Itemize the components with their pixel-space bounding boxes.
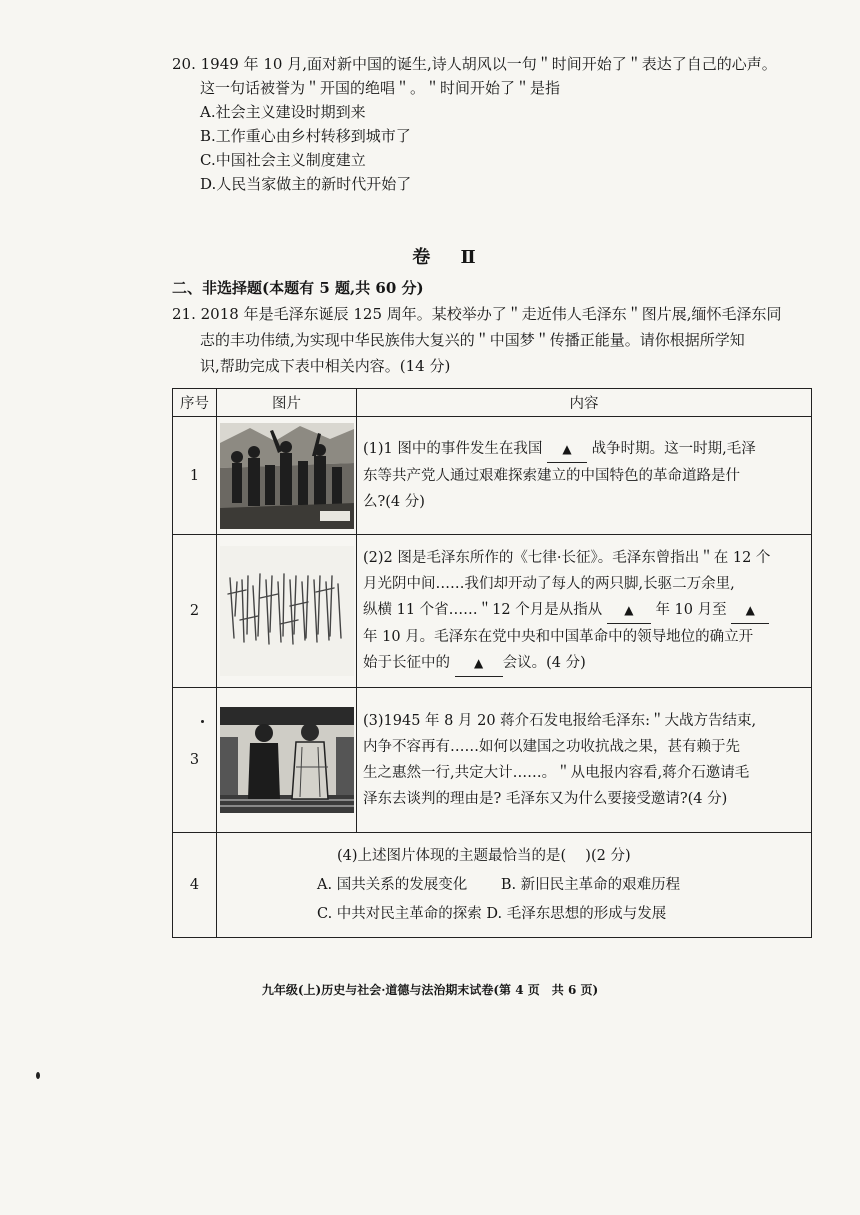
q21-2-text-b: 年 10 月至 (655, 602, 727, 618)
q21-1-text-b: 战争时期。这一时期,毛泽 (591, 441, 756, 457)
choice-a: A. 国共关系的发展变化 (317, 876, 468, 893)
blank-triangle-icon: ▲ (624, 603, 634, 617)
blank-triangle-icon: ▲ (745, 603, 755, 617)
q20-option-d: D.人民当家做主的新时代开始了 (200, 175, 412, 193)
row-number: 1 (173, 417, 217, 535)
header-picture: 图片 (217, 389, 357, 417)
header-number: 序号 (173, 389, 217, 417)
choice-b: B. 新旧民主革命的艰难历程 (500, 876, 681, 893)
q21-2-line2: 月光阴中间……我们却开动了每人的两只脚,长驱二万余里, (363, 576, 735, 592)
q21-line3: 识,帮助完成下表中相关内容。(14 分) (200, 357, 451, 375)
q21-2-line4: 年 10 月。毛泽东在党中央和中国革命中的领导地位的确立开 (363, 629, 754, 645)
section-heading: 二、非选择题(本题有 5 题,共 60 分) (172, 279, 424, 297)
scan-speck (36, 1072, 40, 1079)
q20-stem-line2: 这一句话被誉为＂开国的绝唱＂。＂时间开始了＂是指 (200, 79, 561, 97)
content-cell (357, 688, 812, 833)
choice-c: C. 中共对民主革命的探索 (317, 905, 482, 922)
scan-speck (201, 720, 204, 723)
q21-2-line1: (2)2 图是毛泽东所作的《七律·长征》。毛泽东曾指出＂在 12 个 (363, 550, 771, 566)
q21-3-line3: 生之惠然一行,共定大计……。＂从电报内容看,蒋介石邀请毛 (363, 765, 750, 781)
q20-option-a: A.社会主义建设时期到来 (200, 103, 366, 121)
q21-2-text-d: 会议。(4 分) (502, 655, 586, 671)
choice-cell (217, 833, 812, 938)
image-calligraphy-poem (220, 546, 354, 676)
question-21-table (172, 388, 812, 938)
q21-4-choices-ab (317, 871, 811, 900)
row-number: 3 (173, 688, 217, 833)
blank-triangle-icon: ▲ (562, 442, 572, 456)
q21-2-text-c: 始于长征中的 (363, 655, 450, 671)
q21-1-text-a: (1)1 图中的事件发生在我国 (363, 441, 543, 457)
q21-3-line4: 泽东去谈判的理由是? 毛泽东又为什么要接受邀请?(4 分) (363, 791, 728, 807)
q21-line2: 志的丰功伟绩,为实现中华民族伟大复兴的＂中国梦＂传播正能量。请你根据所学知 (200, 331, 745, 349)
answer-blank[interactable] (455, 650, 503, 677)
picture-cell (217, 417, 357, 535)
q21-3-line1: (3)1945 年 8 月 20 蒋介石发电报给毛泽东:＂大战方告结束, (363, 713, 757, 729)
q21-1-line2: 东等共产党人通过艰难探索建立的中国特色的革命道路是什 (363, 468, 740, 484)
q21-1-line3: 么?(4 分) (363, 494, 425, 510)
table-row (173, 535, 812, 688)
table-row (173, 417, 812, 535)
image-battle-scene (220, 423, 354, 529)
content-cell (357, 535, 812, 688)
answer-blank[interactable] (731, 597, 769, 624)
row-number: 4 (173, 833, 217, 938)
image-two-leaders-photo (220, 707, 354, 813)
q21-4-choices-cd (317, 900, 811, 929)
q20-option-b: B.工作重心由乡村转移到城市了 (200, 127, 411, 145)
blank-triangle-icon: ▲ (473, 656, 484, 670)
row-number: 2 (173, 535, 217, 688)
q20-stem-line1: 20. 1949 年 10 月,面对新中国的诞生,诗人胡风以一句＂时间开始了＂表达了自己的心声。 (172, 55, 777, 73)
q21-4-question: (4)上述图片体现的主题最恰当的是( )(2 分) (337, 847, 631, 864)
q21-3-line2: 内争不容再有……如何以建国之功收抗战之果，甚有赖于先 (363, 739, 740, 755)
content-cell (357, 417, 812, 535)
picture-cell (217, 535, 357, 688)
choice-d: D. 毛泽东思想的形成与发展 (486, 905, 667, 922)
table-header-row (173, 389, 812, 417)
answer-blank[interactable] (607, 597, 651, 624)
question-21 (172, 301, 812, 379)
q21-line1: 21. 2018 年是毛泽东诞辰 125 周年。某校举办了＂走近伟人毛泽东＂图片展,缅怀毛泽东同 (172, 305, 782, 323)
table-row (173, 688, 812, 833)
picture-cell (217, 688, 357, 833)
answer-blank[interactable] (547, 436, 587, 463)
page-footer: 九年级(上)历史与社会·道德与法治期末试卷(第 4 页 共 6 页) (261, 983, 599, 997)
question-20 (172, 52, 812, 196)
q21-2-text-a: 纵横 11 个省……＂12 个月是从指从 (363, 602, 603, 618)
table-row (173, 833, 812, 938)
header-content: 内容 (357, 389, 812, 417)
volume-title: 卷 Ⅱ (412, 247, 488, 268)
q20-option-c: C.中国社会主义制度建立 (200, 151, 366, 169)
